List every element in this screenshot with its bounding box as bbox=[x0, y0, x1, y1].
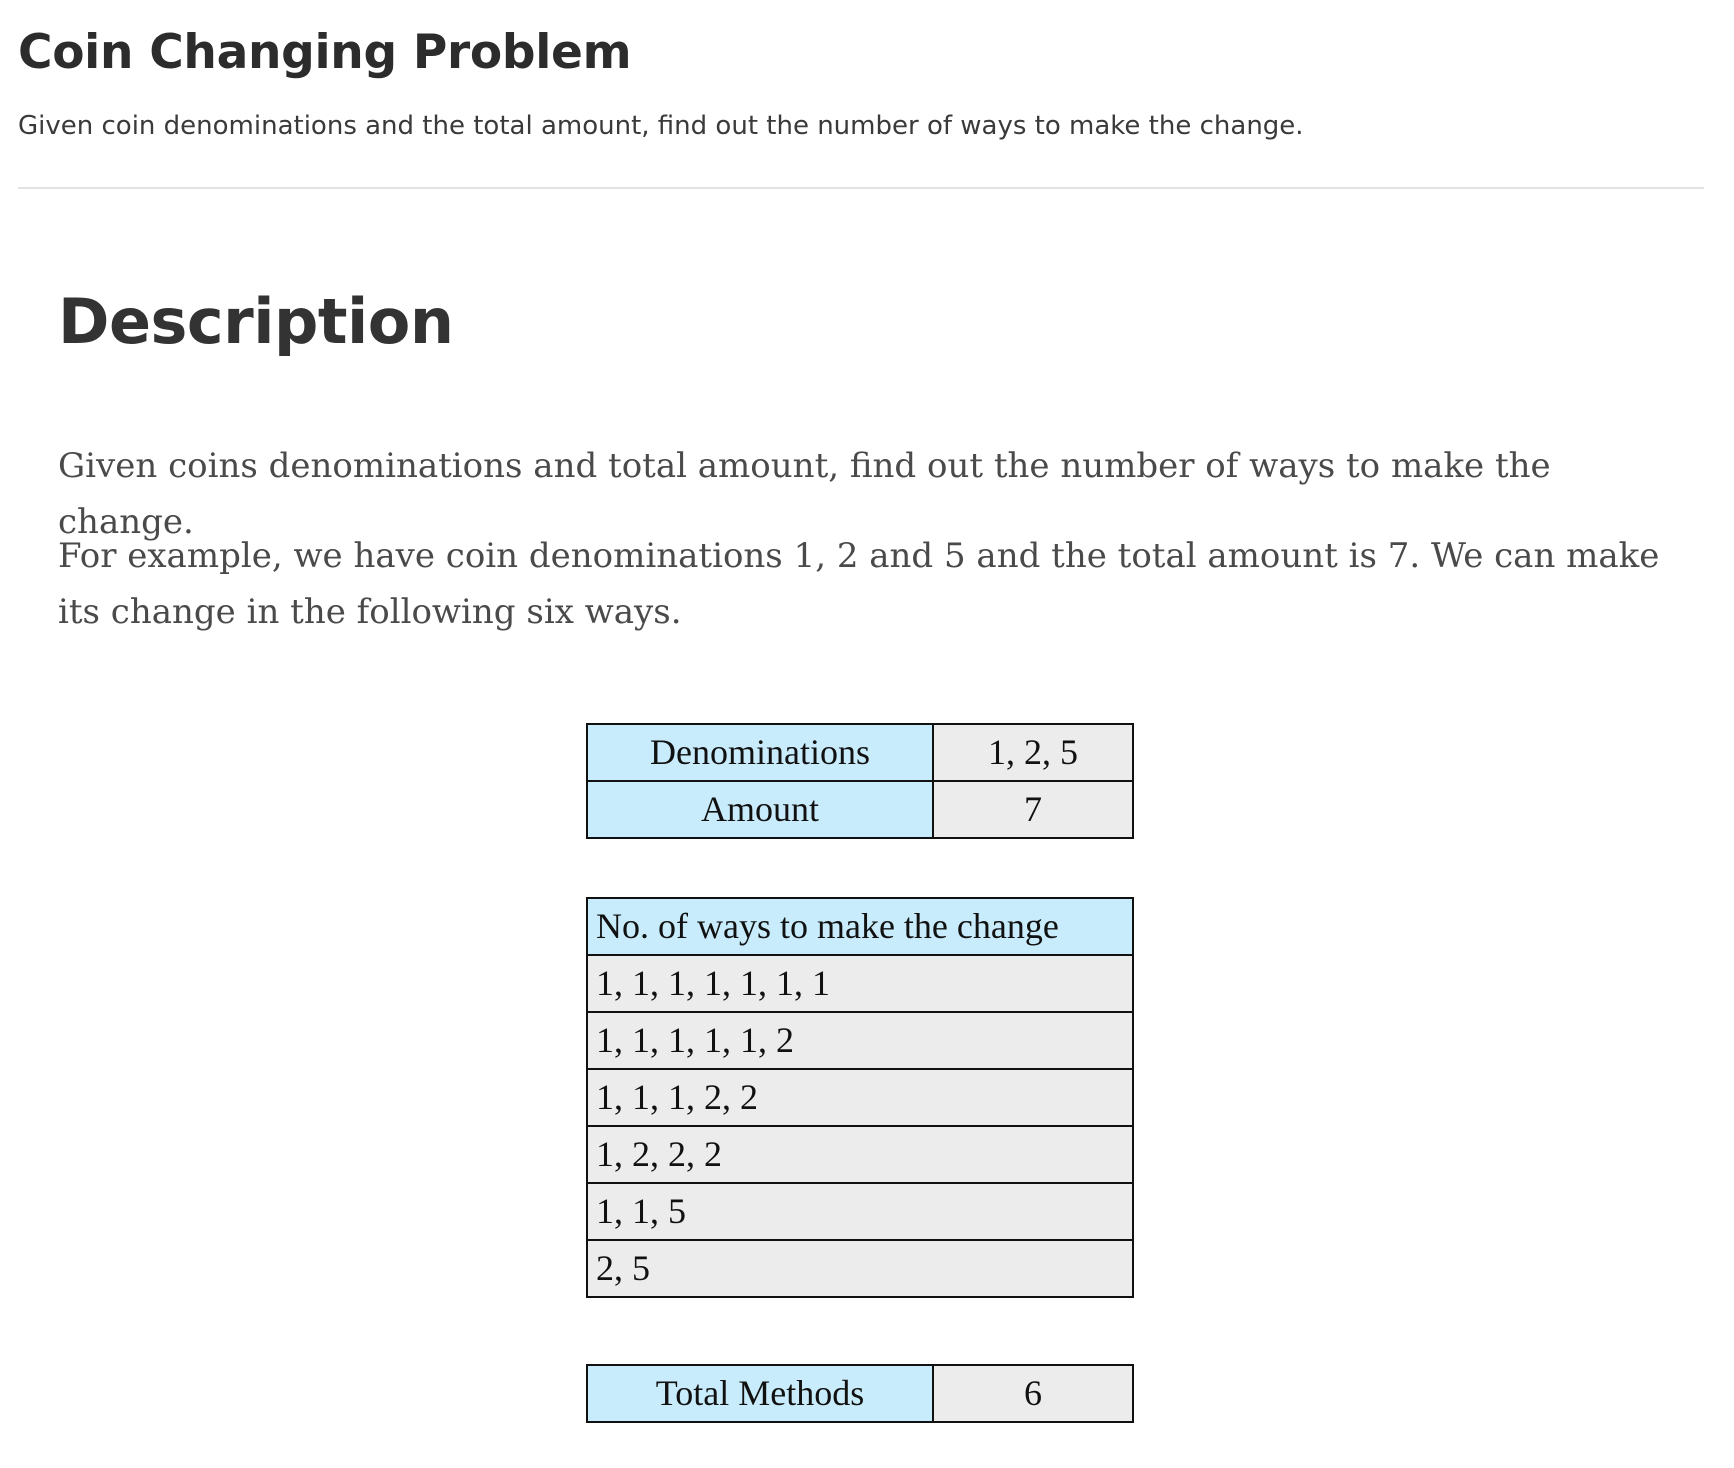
total-table bbox=[586, 1364, 1134, 1423]
description-paragraph-1: Given coins denominations and total amount, find out the number of ways to make the change. bbox=[58, 446, 1551, 542]
amount-value: 7 bbox=[933, 781, 1133, 838]
ways-table bbox=[586, 897, 1134, 1298]
table-row bbox=[587, 724, 1133, 781]
way-cell: 1, 1, 1, 1, 1, 1, 1 bbox=[587, 955, 1133, 1012]
page-title: Coin Changing Problem bbox=[18, 25, 632, 80]
page-subtitle: Given coin denominations and the total amount, find out the number of ways to make the change. bbox=[18, 111, 1304, 141]
description-paragraph-2: For example, we have coin denominations 1, 2 and 5 and the total amount is 7. We can make its change in the following six ways. bbox=[58, 536, 1660, 632]
way-cell: 1, 1, 5 bbox=[587, 1183, 1133, 1240]
total-methods-label: Total Methods bbox=[587, 1365, 933, 1422]
table-row bbox=[587, 1069, 1133, 1126]
total-methods-value: 6 bbox=[933, 1365, 1133, 1422]
way-cell: 2, 5 bbox=[587, 1240, 1133, 1297]
denominations-value: 1, 2, 5 bbox=[933, 724, 1133, 781]
table-row bbox=[587, 781, 1133, 838]
table-header-row bbox=[587, 898, 1133, 955]
table-row bbox=[587, 1365, 1133, 1422]
table-row bbox=[587, 1183, 1133, 1240]
way-cell: 1, 1, 1, 2, 2 bbox=[587, 1069, 1133, 1126]
table-row bbox=[587, 955, 1133, 1012]
header-divider bbox=[18, 187, 1704, 189]
way-cell: 1, 2, 2, 2 bbox=[587, 1126, 1133, 1183]
section-heading-description: Description bbox=[58, 285, 454, 358]
amount-label: Amount bbox=[587, 781, 933, 838]
inputs-table bbox=[586, 723, 1134, 839]
table-row bbox=[587, 1126, 1133, 1183]
table-row bbox=[587, 1240, 1133, 1297]
denominations-label: Denominations bbox=[587, 724, 933, 781]
way-cell: 1, 1, 1, 1, 1, 2 bbox=[587, 1012, 1133, 1069]
table-row bbox=[587, 1012, 1133, 1069]
ways-table-header: No. of ways to make the change bbox=[587, 898, 1133, 955]
page-header bbox=[18, 22, 1704, 141]
